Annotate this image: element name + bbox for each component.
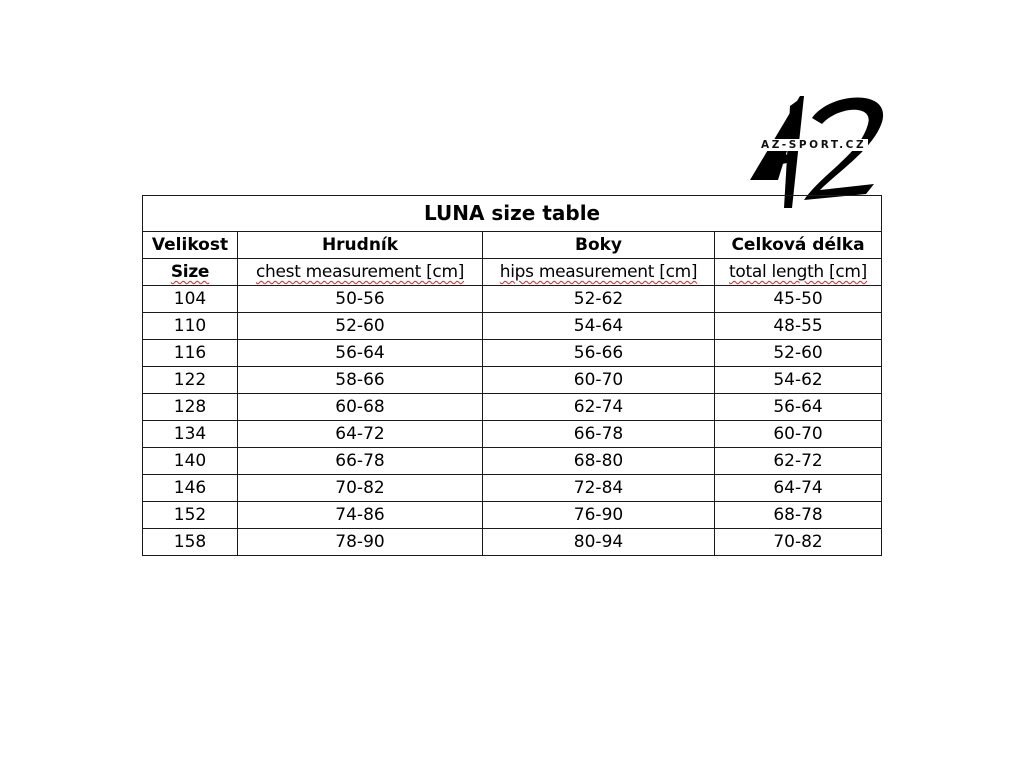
header-cell — [715, 259, 882, 286]
header-text: hips measurement [cm] — [499, 262, 698, 282]
table-row — [143, 529, 882, 556]
measurement-cell: 60-70 — [715, 421, 882, 448]
measurement-cell: 58-66 — [238, 367, 483, 394]
header-row-english — [143, 259, 882, 286]
size-cell: 140 — [143, 448, 238, 475]
size-cell: 110 — [143, 313, 238, 340]
header-text: total length [cm] — [729, 262, 867, 282]
measurement-cell: 60-70 — [483, 367, 715, 394]
measurement-cell: 70-82 — [715, 529, 882, 556]
measurement-cell: 52-60 — [715, 340, 882, 367]
table-title — [143, 196, 882, 232]
measurement-cell: 78-90 — [238, 529, 483, 556]
table-row — [143, 367, 882, 394]
header-cell — [483, 259, 715, 286]
table-row — [143, 394, 882, 421]
measurement-cell: 48-55 — [715, 313, 882, 340]
size-cell: 128 — [143, 394, 238, 421]
measurement-cell: 54-64 — [483, 313, 715, 340]
table-row — [143, 502, 882, 529]
measurement-cell: 68-80 — [483, 448, 715, 475]
size-cell: 152 — [143, 502, 238, 529]
size-cell: 116 — [143, 340, 238, 367]
size-table — [142, 195, 882, 556]
measurement-cell: 70-82 — [238, 475, 483, 502]
logo-brand-text: AZ-SPORT.CZ — [761, 139, 867, 151]
measurement-cell: 66-78 — [238, 448, 483, 475]
table-row — [143, 313, 882, 340]
measurement-cell: 62-74 — [483, 394, 715, 421]
title-row — [143, 196, 882, 232]
header-cell — [143, 259, 238, 286]
measurement-cell: 56-64 — [238, 340, 483, 367]
measurement-cell: 54-62 — [715, 367, 882, 394]
size-cell: 158 — [143, 529, 238, 556]
measurement-cell: 56-66 — [483, 340, 715, 367]
header-text: chest measurement [cm] — [255, 262, 465, 282]
size-cell: 146 — [143, 475, 238, 502]
measurement-cell: 64-74 — [715, 475, 882, 502]
measurement-cell: 52-60 — [238, 313, 483, 340]
header-text: Size — [170, 262, 210, 282]
measurement-cell: 80-94 — [483, 529, 715, 556]
header-cell: Hrudník — [238, 232, 483, 259]
measurement-cell: 66-78 — [483, 421, 715, 448]
header-cell: Celková délka — [715, 232, 882, 259]
measurement-cell: 68-78 — [715, 502, 882, 529]
measurement-cell: 45-50 — [715, 286, 882, 313]
table-row — [143, 448, 882, 475]
table-row — [143, 475, 882, 502]
size-cell: 134 — [143, 421, 238, 448]
size-cell: 104 — [143, 286, 238, 313]
header-cell: Boky — [483, 232, 715, 259]
table-row — [143, 340, 882, 367]
table-title-text: LUNA size table — [423, 201, 601, 225]
header-cell: Velikost — [143, 232, 238, 259]
size-cell: 122 — [143, 367, 238, 394]
table-row — [143, 421, 882, 448]
measurement-cell: 60-68 — [238, 394, 483, 421]
table-row — [143, 286, 882, 313]
measurement-cell: 76-90 — [483, 502, 715, 529]
measurement-cell: 72-84 — [483, 475, 715, 502]
measurement-cell: 50-56 — [238, 286, 483, 313]
header-cell — [238, 259, 483, 286]
measurement-cell: 52-62 — [483, 286, 715, 313]
header-row-czech — [143, 232, 882, 259]
measurement-cell: 56-64 — [715, 394, 882, 421]
measurement-cell: 62-72 — [715, 448, 882, 475]
measurement-cell: 64-72 — [238, 421, 483, 448]
measurement-cell: 74-86 — [238, 502, 483, 529]
